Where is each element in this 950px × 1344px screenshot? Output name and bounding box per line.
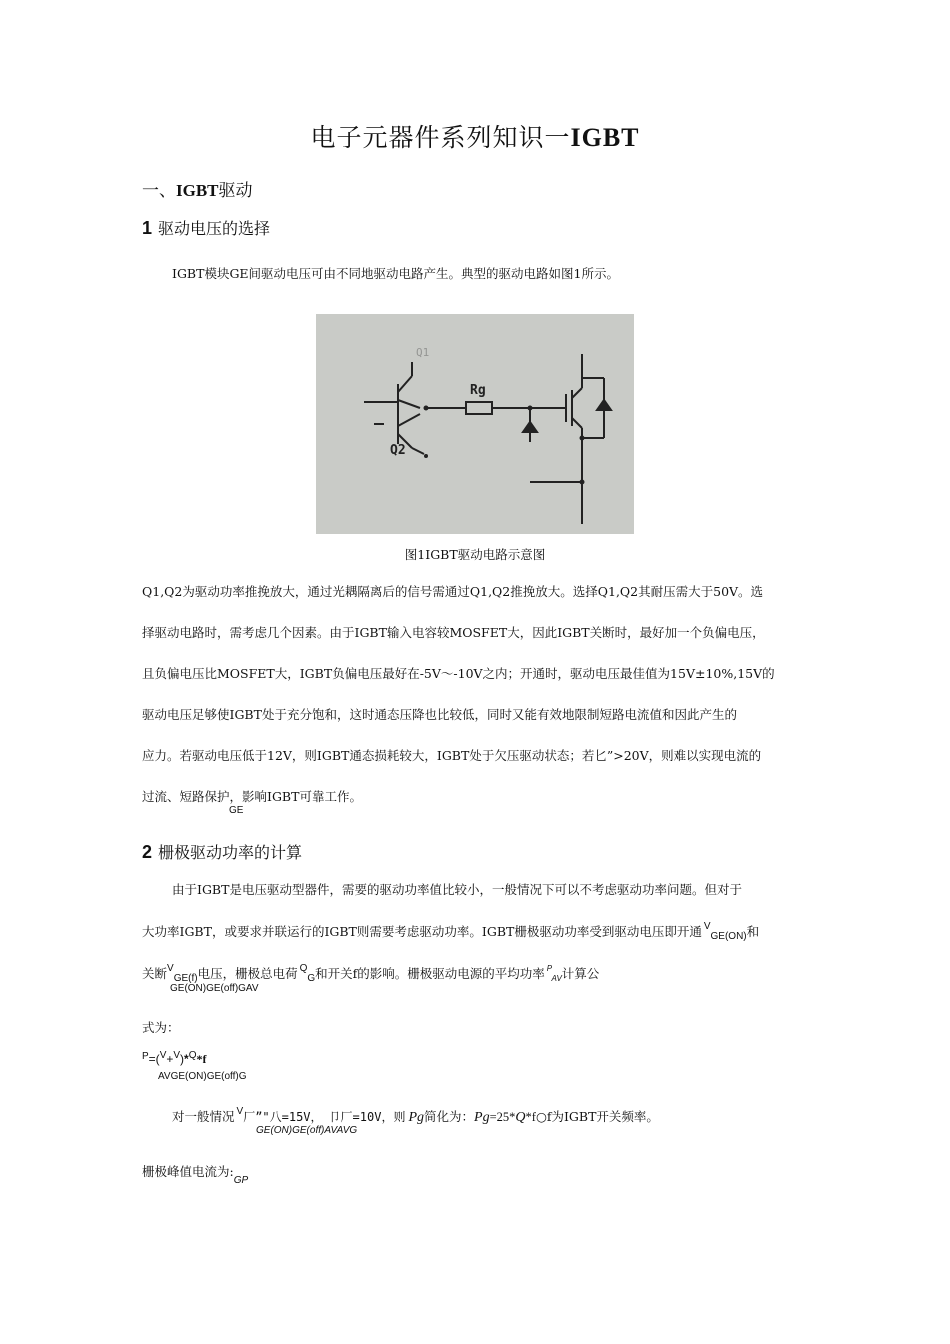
para2-line-2-text: 大功率IGBT，或要求并联运行的IGBT则需要考虑驱动功率。IGBT栅极驱动功率受到驱动电压即开通 — [142, 924, 702, 939]
para1-line-1: Q1,Q2为驱动功率推挽放大，通过光耦隔离后的信号需通过Q1,Q2推挽放大。选择Q1,Q2其耐压需大于50V。选 — [142, 584, 764, 599]
para3-e: =25* — [489, 1110, 516, 1124]
para2-q-subscript: G — [307, 973, 316, 984]
formula-plus: + — [166, 1052, 174, 1066]
para2-v-subscript: GE(ON) — [710, 931, 747, 942]
para1-line-5: 应力。若驱动电压低于12V，则IGBT通态损耗较大，IGBT处于欠压驱动状态；若匕”>20V，则难以实现电流的 — [142, 748, 762, 763]
circuit-diagram — [316, 314, 634, 534]
para1-line-2: 择驱动电路时，需考虑几个因素。由于IGBT输入电容较MOSFET大，因此IGBT关断时，最好加一个负偏电压， — [142, 625, 765, 640]
section-heading — [142, 176, 253, 201]
subheading-2-text: 栅极驱动功率的计算 — [158, 843, 303, 862]
formula-close: ) — [180, 1052, 185, 1066]
subheading-2 — [142, 840, 302, 863]
para2-line-4: 式为： — [142, 1020, 180, 1035]
formula-mul: * — [184, 1052, 189, 1066]
para2-line-3-b: 电压，栅极总电荷 — [197, 966, 298, 981]
para3-b: 厂”"八=15V， — [243, 1110, 323, 1124]
para2-line-3 — [142, 964, 599, 982]
intro-paragraph: IGBT模块GE间驱动电压可由不同地驱动电路产生。典型的驱动电路如图1所示。 — [172, 266, 620, 281]
para2-line-3-a: 关断 — [142, 966, 168, 981]
para2-p-symbol: P — [546, 964, 552, 973]
formula-p: P — [142, 1051, 149, 1062]
para2-q-symbol: Q — [299, 963, 308, 974]
para3-pg2: Pg — [474, 1110, 490, 1125]
para4-line — [142, 1162, 249, 1186]
para2-line-3-under: GE(ON)GE(off)GAV — [170, 983, 259, 994]
formula-v1: V — [159, 1050, 167, 1061]
para3-a: 对一般情况 — [172, 1109, 235, 1124]
subheading-2-number: 2 — [142, 842, 153, 862]
formula-q: Q — [188, 1050, 197, 1061]
subheading-1 — [142, 216, 270, 239]
subheading-1-text: 驱动电压的选择 — [158, 219, 271, 238]
para2-v2-subscript: GE(f) — [173, 973, 198, 984]
circuit-figure — [316, 314, 634, 534]
formula-end: *f — [196, 1052, 207, 1066]
para3-v: V — [236, 1106, 244, 1117]
para3-pg: Pg — [408, 1110, 425, 1125]
q1-label: Q1 — [416, 346, 430, 359]
para2-line-2-end: 和 — [746, 924, 760, 939]
para3-f: *f — [525, 1110, 536, 1124]
para2-p-subscript: AV — [551, 974, 562, 983]
para2-v-symbol: V — [703, 921, 711, 932]
para2-line-1: 由于IGBT是电压驱动型器件，需要的驱动功率值比较小，一般情况下可以不考虑驱动功率问题。但对于 — [172, 882, 742, 897]
para4-subscript: GP — [233, 1175, 249, 1186]
section-prefix: 一、 — [142, 181, 176, 201]
para4-text: 栅极峰值电流为: — [142, 1164, 234, 1179]
power-formula — [142, 1052, 207, 1067]
para1-line-3: 且负偏电压比MOSFET大，IGBT负偏电压最好在-5V〜-10V之内；开通时，驱动电压最佳值为15V±10%,15V的 — [142, 666, 775, 681]
para3-d: 简化为： — [424, 1109, 475, 1124]
para1-line-4: 驱动电压足够使IGBT处于充分饱和，这时通态压降也比较低，同时又能有效地限制短路电流值和因此产生的 — [142, 707, 737, 722]
para2-line-2 — [142, 922, 759, 940]
title-cn: 电子元器件系列知识一 — [310, 123, 571, 152]
figure-caption: 图1IGBT驱动电路示意图 — [404, 547, 546, 562]
para3-subscripts: GE(ON)GE(off)AVAVG — [256, 1125, 358, 1136]
subheading-1-number: 1 — [142, 218, 153, 238]
para2-line-3-c: 和开关f的影响。栅极驱动电源的平均功率 — [315, 966, 545, 981]
para1-line-6: 过流、短路保护，影响IGBT可靠工作。 — [142, 789, 362, 804]
para2-v2-symbol: V — [167, 963, 174, 974]
para3-g: ○f为IGBT开关频率。 — [535, 1109, 659, 1124]
para1-subscript: GE — [229, 805, 244, 816]
page-title — [0, 118, 950, 154]
q2-label: Q2 — [390, 443, 406, 458]
rg-label: Rg — [470, 383, 486, 398]
formula-eq: =( — [148, 1052, 160, 1066]
formula-v2: V — [173, 1050, 181, 1061]
para3-q: Q — [515, 1110, 526, 1125]
para3-line — [172, 1107, 659, 1126]
para3-c: 卩厂=10V，则 — [328, 1110, 406, 1124]
section-cn: 驱动 — [218, 181, 253, 201]
section-en: IGBT — [176, 181, 219, 200]
title-en: IGBT — [570, 123, 640, 152]
formula-subscripts: AVGE(ON)GE(off)G — [158, 1071, 247, 1082]
para2-line-3-d: 计算公 — [561, 966, 600, 981]
